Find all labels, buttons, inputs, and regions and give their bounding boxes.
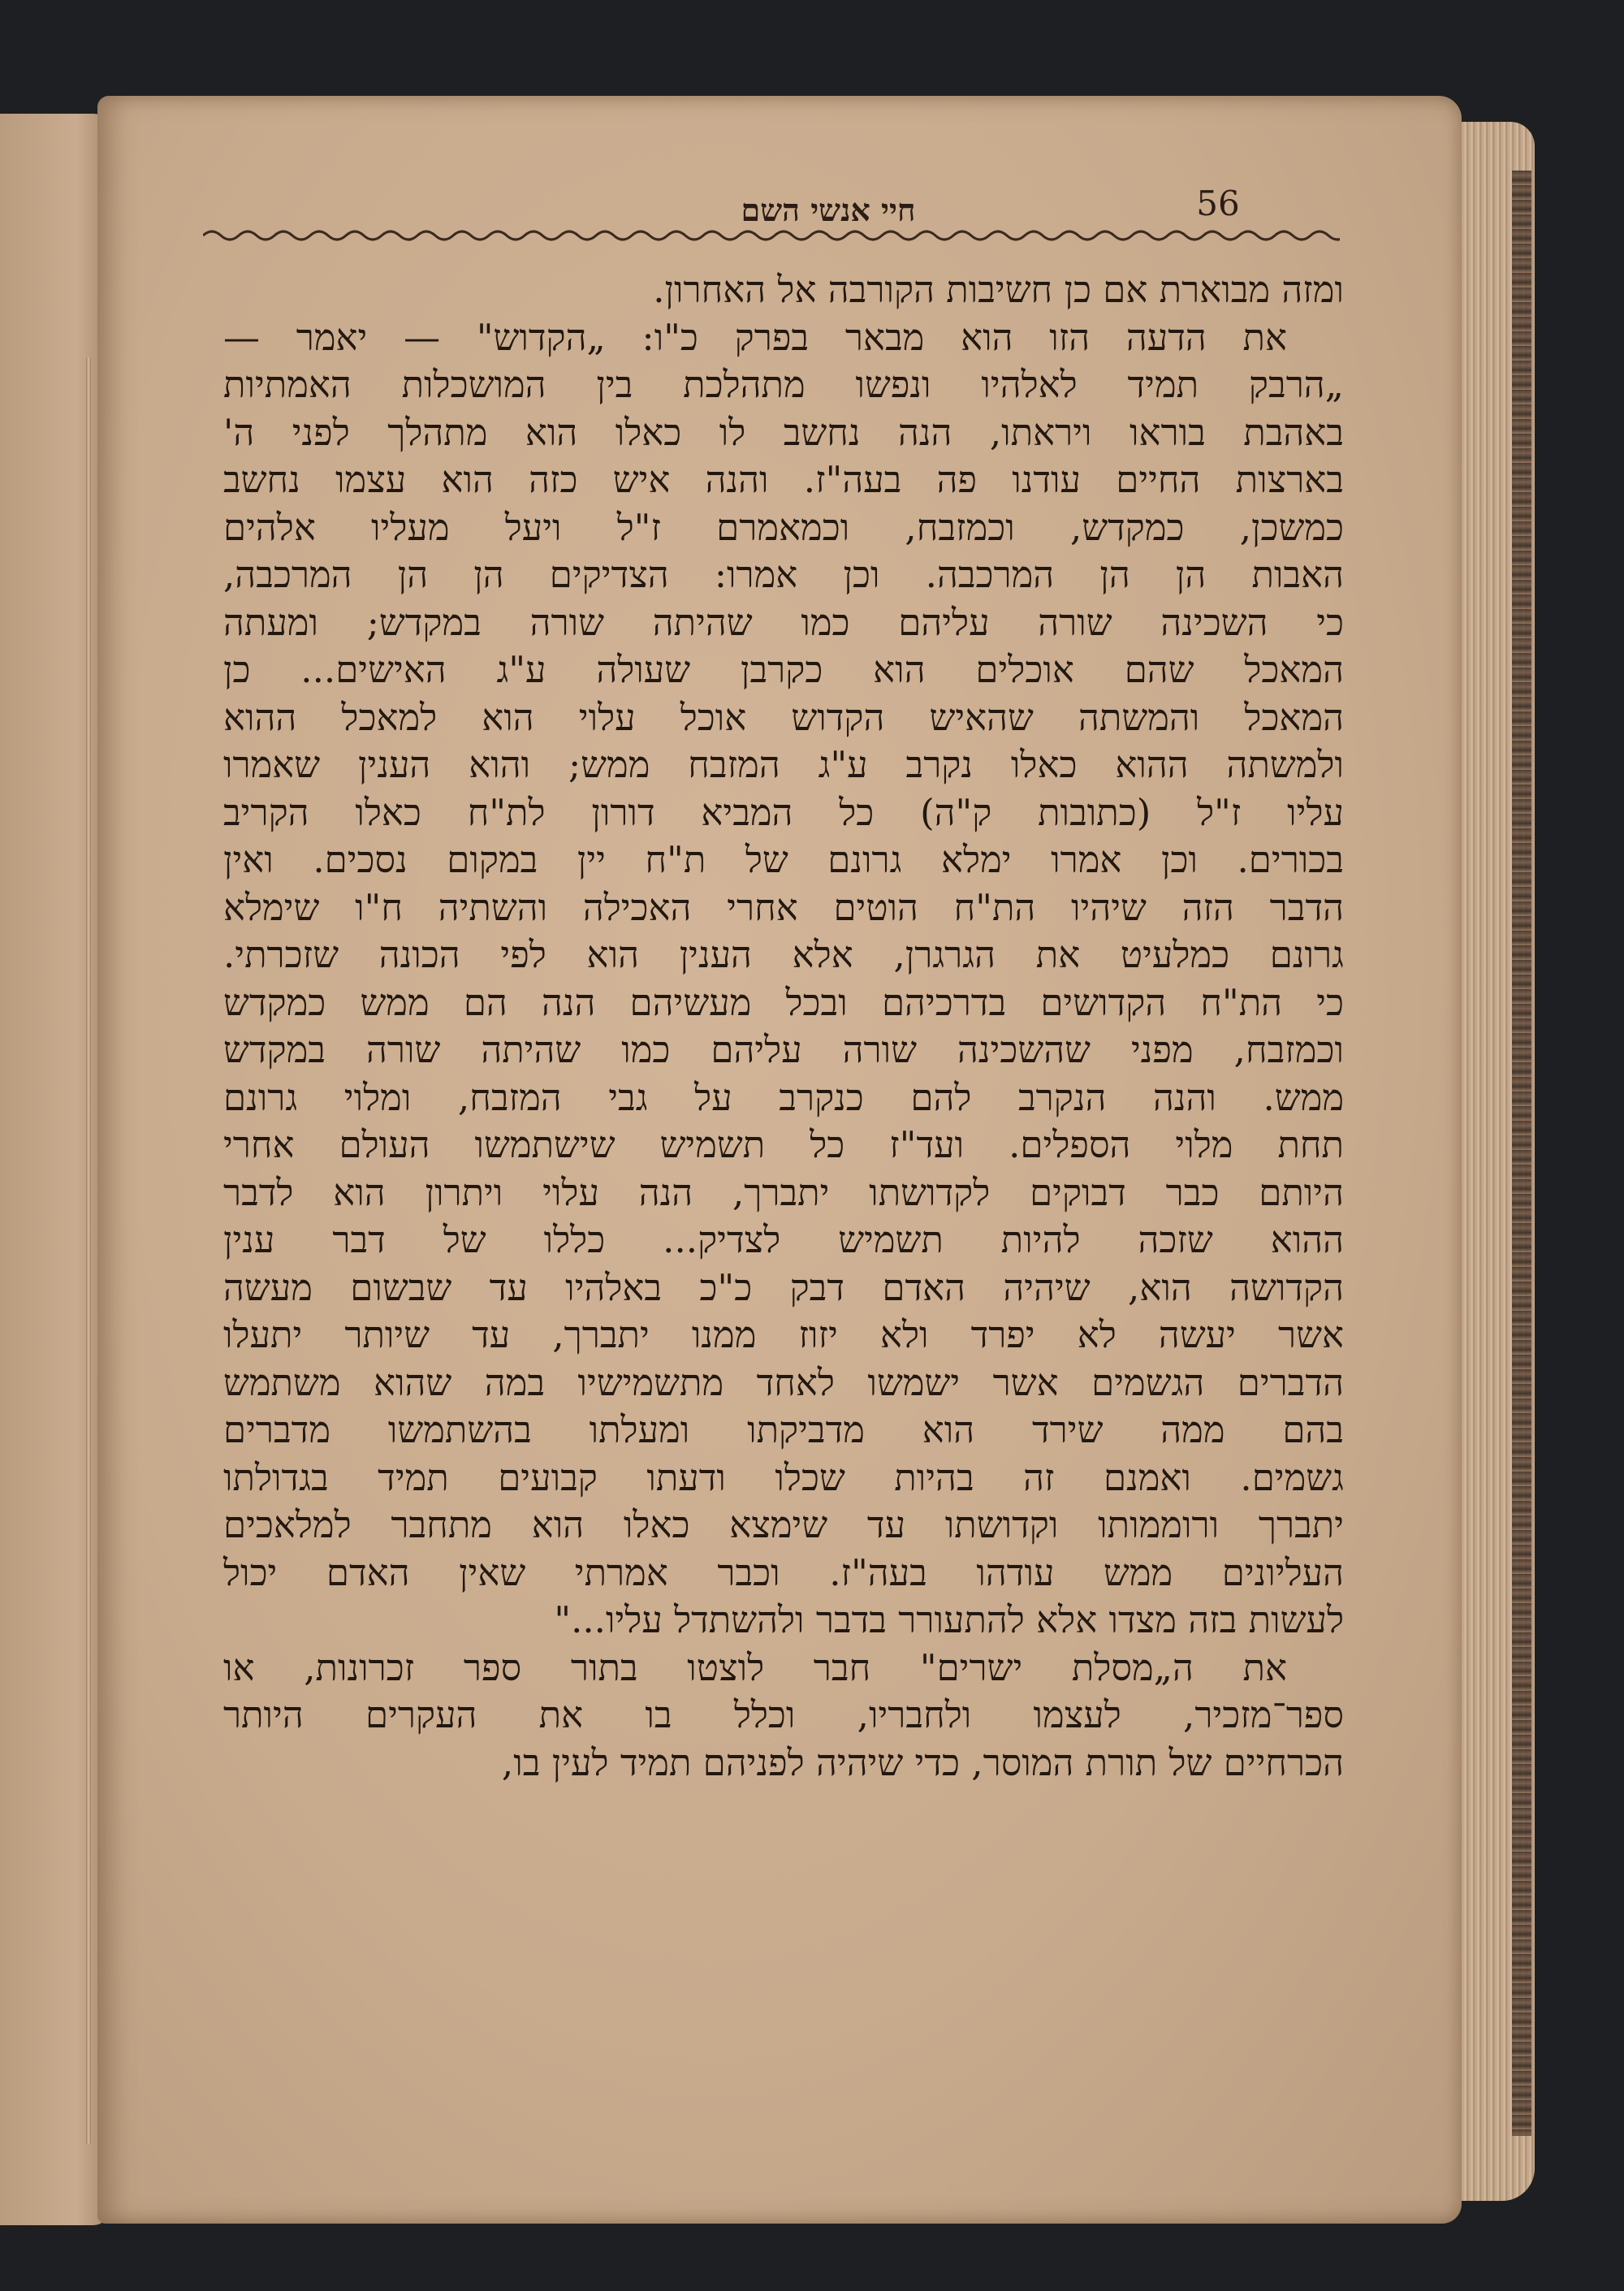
wavy-rule [203, 218, 1340, 250]
text-line: וכמזבח, מפני שהשכינה שורה עליהם כמו שהיתה שורה במקדש [223, 1028, 1344, 1071]
body-text [223, 266, 1344, 1787]
text-line: הדברים הגשמים אשר ישמשו לאחד מתשמישיו במה שהוא משתמש [223, 1360, 1344, 1404]
text-line: כמשכן, כמקדש, וכמזבח, וכמאמרם ז"ל ויעל מעליו אלהים [223, 505, 1344, 549]
text-line: את ה„מסלת ישרים" חבר לוצטו בתור ספר זכרונות, או [223, 1645, 1287, 1689]
text-line: ההוא שזכה להיות תשמיש לצדיק... כללו של דבר ענין [223, 1218, 1344, 1261]
text-line: אשר יעשה לא יפרד ולא יזוז ממנו יתברך, עד שיותר יתעלו [223, 1313, 1344, 1356]
text-line: המאכל שהם אוכלים הוא כקרבן שעולה ע"ג האישים... כן [223, 648, 1344, 691]
text-line: המאכל והמשתה שהאיש הקדוש אוכל עלוי הוא למאכל ההוא [223, 695, 1344, 739]
text-line: תחת מלוי הספלים. ועד"ז כל תשמיש שישתמשו העולם אחרי [223, 1123, 1344, 1166]
text-line: העליונים ממש עודהו בעה"ז. וכבר אמרתי שאין האדם יכול [223, 1550, 1344, 1594]
text-line: ממש. והנה הנקרב להם כנקרב על גבי המזבח, ומלוי גרונם [223, 1075, 1344, 1119]
text-line: הדבר הזה שיהיו הת"ח הוטים אחרי האכילה והשתיה ח"ו שימלא [223, 885, 1344, 929]
text-line: את הדעה הזו הוא מבאר בפרק כ"ו: „הקדוש" — יאמר — [223, 315, 1287, 359]
page-number: 56 [1196, 184, 1240, 223]
running-header: חיי אנשי השם [741, 192, 916, 228]
text-line: הכרחיים של תורת המוסר, כדי שיהיה לפניהם תמיד לעין בו, [501, 1740, 1344, 1784]
text-line: לעשות בזה מצדו אלא להתעורר בדבר ולהשתדל עליו..." [554, 1598, 1344, 1641]
text-line: גרונם כמלעיט את הגרגרן, אלא הענין הוא לפי הכונה שזכרתי. [223, 933, 1344, 976]
text-line: כי הת"ח הקדושים בדרכיהם ובכל מעשיהם הנה הם ממש כמקדש [223, 980, 1344, 1024]
text-line: ספר־מזכיר, לעצמו ולחבריו, וכלל בו את העקרים היותר [223, 1693, 1344, 1736]
text-line: גשמים. ואמנם זה בהיות שכלו ודעתו קבועים תמיד בגדולתו [223, 1455, 1344, 1499]
text-line: האבות הן הן המרכבה. וכן אמרו: הצדיקים הן הן המרכבה, [223, 553, 1344, 596]
text-line: כי השכינה שורה עליהם כמו שהיתה שורה במקדש; ומעתה [223, 600, 1344, 644]
text-line: בכורים. וכן אמרו ימלא גרונם של ת"ח יין במקום נסכים. ואין [223, 838, 1344, 881]
text-line: בהם ממה שירד הוא מדביקתו ומעלתו בהשתמשו מדברים [223, 1408, 1344, 1451]
text-line: „הרבק תמיד לאלהיו ונפשו מתהלכת בין המושכלות האמתיות [223, 363, 1344, 406]
book-page [97, 96, 1462, 2224]
text-line: היותם כבר דבוקים לקדושתו יתברך, הנה עלוי ויתרון הוא לדבר [223, 1170, 1344, 1214]
text-line: ומזה מבוארת אם כן חשיבות הקורבה אל האחרון. [653, 268, 1344, 311]
text-line: באהבת בוראו ויראתו, הנה נחשב לו כאלו הוא מתהלך לפני ה' [223, 410, 1344, 454]
text-line: עליו ז"ל (כתובות ק"ה) כל המביא דורון לת"ח כאלו הקריב [223, 790, 1344, 834]
text-line: בארצות החיים עודנו פה בעה"ז. והנה איש כזה הוא עצמו נחשב [223, 458, 1344, 501]
page-fold [86, 357, 91, 2144]
text-line: ולמשתה ההוא כאלו נקרב ע"ג המזבח ממש; והוא הענין שאמרו [223, 743, 1344, 786]
text-line: יתברך ורוממותו וקדושתו עד שימצא כאלו הוא מתחבר למלאכים [223, 1503, 1344, 1546]
left-facing-page [0, 114, 110, 2225]
text-line: הקדושה הוא, שיהיה האדם דבק כ"כ באלהיו עד שבשום מעשה [223, 1265, 1344, 1309]
page-edge-shadow [1512, 171, 1531, 2136]
